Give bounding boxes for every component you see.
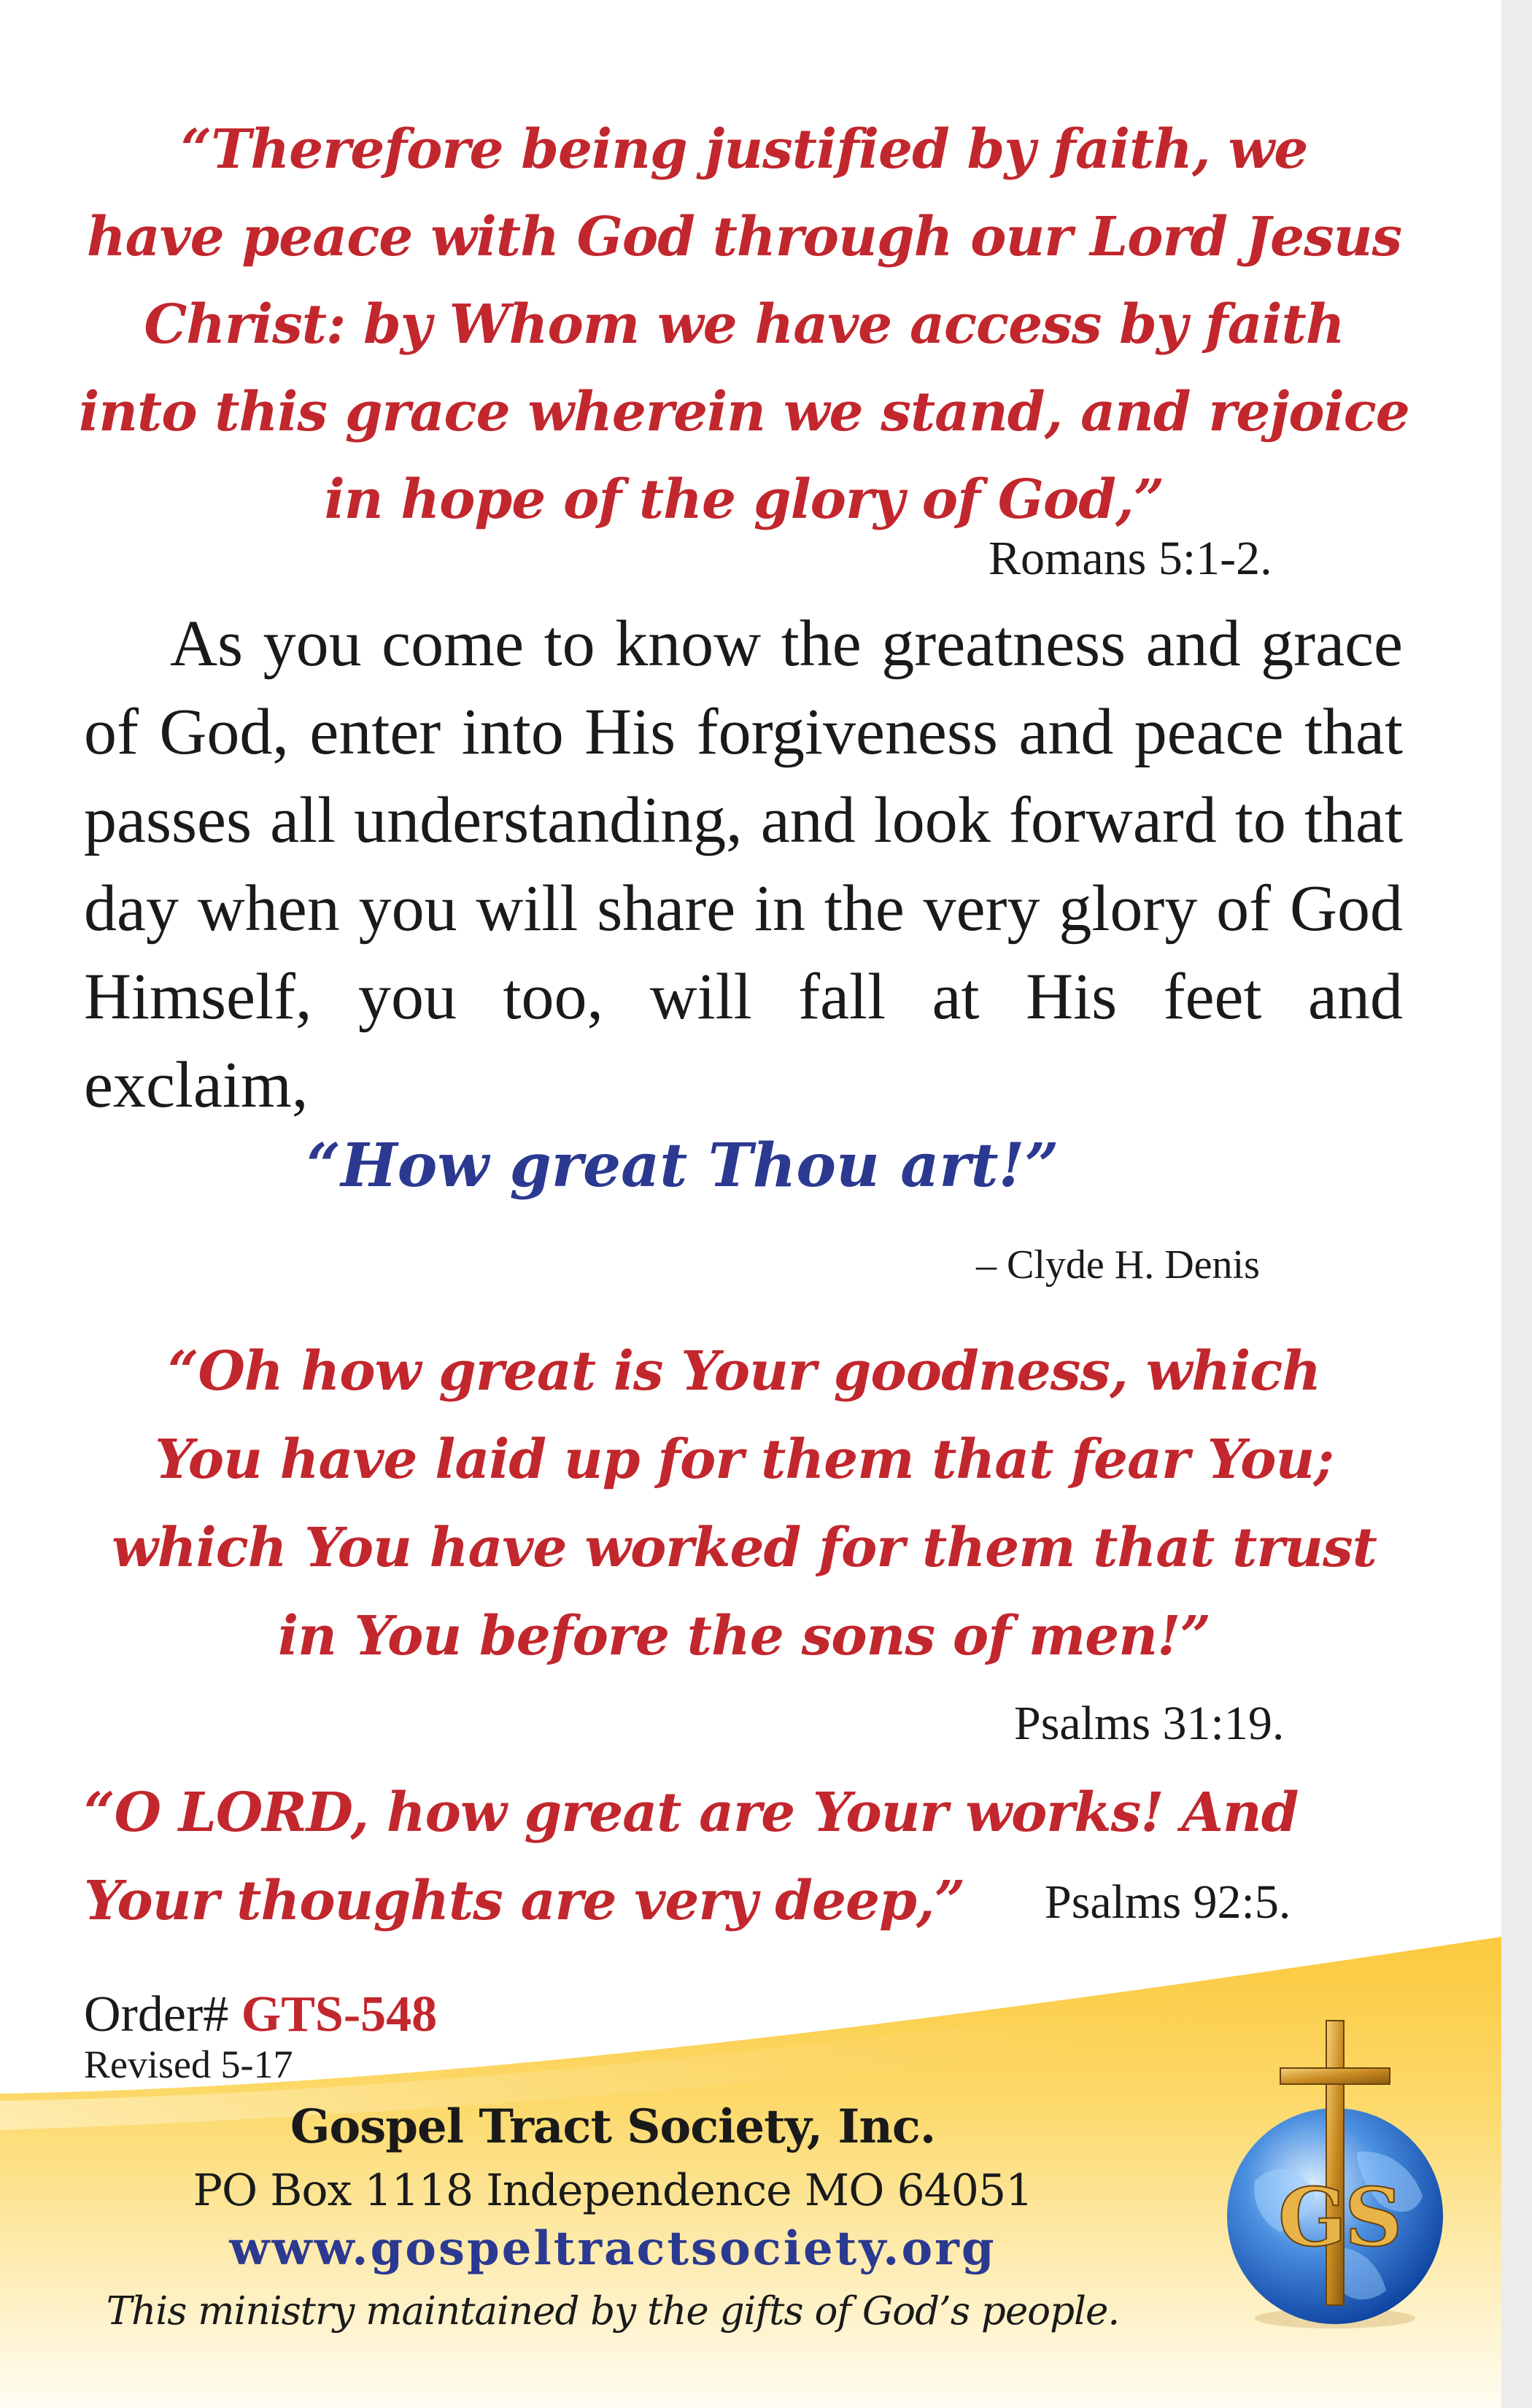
gts-globe-cross-logo-icon: [1211, 2013, 1459, 2334]
quote-line: Christ: by Whom we have access by faith: [144, 293, 1345, 356]
quote-author: – Clyde H. Denis: [976, 1242, 1260, 1288]
body-paragraph: As you come to know the greatness and grace of God, enter into His forgiveness and peace that passes all understanding, and look forward to that day when you will share in the very glory of God Himself, you too, will fall at His feet and exclaim,: [84, 608, 1403, 1121]
quote-line: in You before the sons of men!”: [277, 1605, 1211, 1668]
quote-line: “O LORD, how great are Your works! And: [84, 1781, 1299, 1844]
quote-line: in hope of the glory of God,”: [324, 468, 1164, 531]
quote-line: “Oh how great is Your goodness, which: [167, 1340, 1321, 1403]
quote-line: “Therefore being justified by faith, we: [180, 118, 1308, 181]
quote-line: which You have worked for them that trust: [112, 1517, 1377, 1579]
quote-line: You have laid up for them that fear You;: [155, 1428, 1334, 1491]
quote-line: have peace with God through our Lord Jesus: [86, 206, 1402, 268]
org-address: PO Box 1118 Independence MO 64051: [193, 2165, 1033, 2216]
revised-date: Revised 5-17: [84, 2043, 293, 2086]
ministry-tagline: This ministry maintained by the gifts of God’s people.: [106, 2289, 1120, 2334]
order-block: [84, 1986, 437, 2085]
order-label: Order#: [84, 1986, 229, 2043]
quote-line: Your thoughts are very deep,”: [84, 1870, 965, 1932]
logo-letter-g: G: [1278, 2170, 1347, 2264]
order-code: GTS-548: [241, 1986, 438, 2043]
scripture-reference-psalms-31: Psalms 31:19.: [1014, 1697, 1285, 1750]
scripture-reference-psalms-92: Psalms 92:5.: [1045, 1875, 1291, 1929]
quote-line: into this grace wherein we stand, and rejoice: [79, 381, 1409, 444]
scripture-reference-romans: Romans 5:1-2.: [989, 532, 1272, 585]
logo-letter-s: S: [1345, 2170, 1403, 2264]
exclamation-quote: “How great Thou art!”: [306, 1131, 1059, 1201]
org-name: Gospel Tract Society, Inc.: [290, 2099, 936, 2154]
org-website[interactable]: www.gospeltractsociety.org: [229, 2221, 997, 2276]
